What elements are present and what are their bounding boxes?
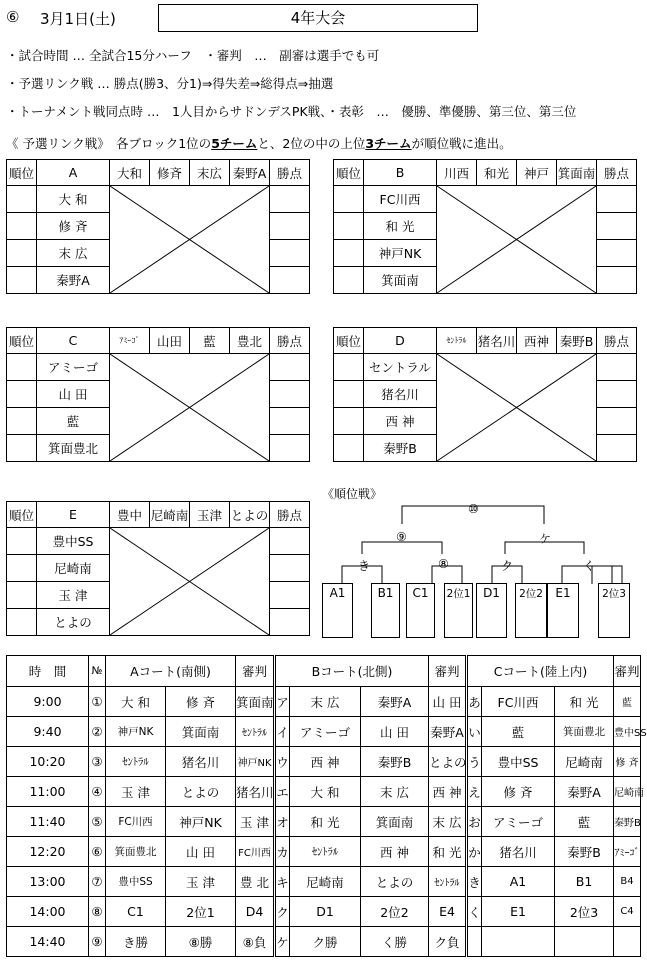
team-name: FC川西 [364,186,437,213]
court-b-match-key: カ [275,837,290,867]
rank-cell [7,213,37,240]
opponent-header: ｾﾝﾄﾗﾙ [437,328,477,354]
court-a-team1: 神戸NK [106,717,166,747]
team-name: 豊中SS [37,528,110,555]
opponent-header: とよの [230,502,270,528]
rule-bold-1: 5チーム [211,136,258,151]
court-c-referee: ｱﾐｰｺﾞ [614,837,641,867]
rank-cell [7,354,37,381]
rank-cell [7,582,37,609]
bracket-slot: 2位3 [598,583,630,638]
rank-cell [7,555,37,582]
points-cell [597,186,637,213]
court-c-team2: 秦野B [555,837,614,867]
court-c-team2: 秦野A [555,777,614,807]
points-cell [597,213,637,240]
court-a-referee: FC川西 [236,837,275,867]
points-header: 勝点 [597,160,637,186]
court-b-referee: とよの [429,747,467,777]
bracket-slot: E1 [547,583,579,638]
points-cell [597,240,637,267]
points-cell [597,267,637,294]
match-time: 14:40 [7,927,89,957]
court-a-referee: ｾﾝﾄﾗﾙ [236,717,275,747]
court-c-team2: 藍 [555,807,614,837]
court-a-header: Aコート(南側) [106,656,236,687]
rank-cell [7,240,37,267]
court-c-team2: 箕面豊北 [555,717,614,747]
info-line-2: ・予選リンク戦 … 勝点(勝3、分1)⇒得失差⇒総得点⇒抽選 [6,76,334,91]
court-b-referee: ク負 [429,927,467,957]
court-b-referee: ｾﾝﾄﾗﾙ [429,867,467,897]
group-b-table [333,159,637,294]
points-cell [270,555,310,582]
court-a-team1: 大 和 [106,687,166,717]
match-grid [437,186,597,294]
court-b-team1: 大 和 [290,777,361,807]
team-name: 箕面豊北 [37,435,110,462]
rank-cell [7,381,37,408]
rule-mid: と、2位の中の上位 [257,136,366,151]
court-a-referee: 箕面南 [236,687,275,717]
match-number: ⑤ [89,807,106,837]
bracket-node-ke: ケ [539,532,552,546]
rank-cell [7,609,37,636]
opponent-header: 山田 [150,328,190,354]
court-c-team2: 2位3 [555,897,614,927]
match-time: 9:00 [7,687,89,717]
court-a-team2: 2位1 [166,897,236,927]
points-cell [597,408,637,435]
match-number: ⑥ [89,837,106,867]
court-a-team1: ｾﾝﾄﾗﾙ [106,747,166,777]
court-b-team2: 山 田 [361,717,429,747]
court-a-team2: 猪名川 [166,747,236,777]
court-b-team2: 箕面南 [361,807,429,837]
court-b-team2: 2位2 [361,897,429,927]
court-c-referee: 豊中SS [614,717,641,747]
group-name: E [37,502,110,528]
team-name: 箕面南 [364,267,437,294]
court-c-match-key: き [467,867,482,897]
match-time: 11:40 [7,807,89,837]
rank-header: 順位 [7,160,37,186]
schedule-row [7,747,641,777]
court-c-referee: 秦野B [614,807,641,837]
court-b-team2: 西 神 [361,837,429,867]
court-c-team1: 藍 [482,717,555,747]
match-number: ① [89,687,106,717]
court-a-team2: 箕面南 [166,717,236,747]
court-b-team1: ｾﾝﾄﾗﾙ [290,837,361,867]
court-c-match-key: く [467,897,482,927]
group-name: D [364,328,437,354]
court-a-referee: 猪名川 [236,777,275,807]
court-b-referee: 秦野A [429,717,467,747]
match-time: 12:20 [7,837,89,867]
court-c-team2: 尼崎南 [555,747,614,777]
court-b-team1: D1 [290,897,361,927]
group-row [7,186,310,213]
group-row [7,528,310,555]
team-name: セントラル [364,354,437,381]
court-c-team1: 修 斉 [482,777,555,807]
court-c-match-key: う [467,747,482,777]
bracket-slot: 2位1 [444,583,473,638]
court-a-team2: 修 斉 [166,687,236,717]
match-grid [110,528,270,636]
rule-prefix: 《 予選リンク戦》 各ブロック1位の [6,136,212,151]
rule-suffix: が順位戦に進出。 [411,136,512,151]
court-c-team2 [555,927,614,957]
team-name: アミーゴ [37,354,110,381]
points-cell [270,213,310,240]
rank-cell [334,408,364,435]
court-b-referee: 末 広 [429,807,467,837]
bracket-node-9: ⑨ [396,530,407,544]
page-title: 4年大会 [158,4,478,32]
points-cell [270,582,310,609]
group-row [7,354,310,381]
court-a-referee: ⑧負 [236,927,275,957]
court-b-team2: 秦野A [361,687,429,717]
opponent-header: 川西 [437,160,477,186]
points-cell [270,381,310,408]
court-b-team2: く勝 [361,927,429,957]
court-a-team1: FC川西 [106,807,166,837]
rank-cell [7,528,37,555]
court-b-team1: アミーゴ [290,717,361,747]
court-b-team1: 和 光 [290,807,361,837]
opponent-header: 秦野B [557,328,597,354]
schedule-row [7,837,641,867]
court-b-referee: 山 田 [429,687,467,717]
court-a-referee: D4 [236,897,275,927]
court-a-team2: 神戸NK [166,807,236,837]
bracket-node-ku: ク [501,559,514,573]
court-b-match-key: イ [275,717,290,747]
court-c-team1 [482,927,555,957]
info-line-3: ・トーナメント戦同点時 … 1人目からサドンデスPK戦、・表彰 … 優勝、準優勝、第三位、第三位 [6,104,577,119]
group-row [334,186,637,213]
court-b-header: Bコート(北側) [275,656,429,687]
court-a-referee: 神戸NK [236,747,275,777]
court-c-team1: アミーゴ [482,807,555,837]
points-cell [270,186,310,213]
court-c-team1: FC川西 [482,687,555,717]
group-row [334,354,637,381]
team-name: 和 光 [364,213,437,240]
rank-cell [7,267,37,294]
bracket-node-ki: き [358,559,371,573]
points-header: 勝点 [597,328,637,354]
match-number: ④ [89,777,106,807]
opponent-header: 和光 [477,160,517,186]
opponent-header: ｱﾐｰｺﾞ [110,328,150,354]
match-number: ③ [89,747,106,777]
group-c-table [6,327,310,462]
rank-cell [7,435,37,462]
court-c-match-key: か [467,837,482,867]
schedule-row [7,687,641,717]
bracket-node-ku2: く [583,559,596,573]
court-c-match-key [467,927,482,957]
court-a-referee: 玉 津 [236,807,275,837]
court-b-match-key: ク [275,897,290,927]
rank-cell [334,381,364,408]
team-name: 大 和 [37,186,110,213]
points-cell [270,267,310,294]
opponent-header: 西神 [517,328,557,354]
schedule-row [7,897,641,927]
match-grid [110,186,270,294]
match-number: ⑧ [89,897,106,927]
match-number: ② [89,717,106,747]
bracket-slot: A1 [322,583,353,638]
rank-cell [334,435,364,462]
points-cell [270,435,310,462]
team-name: 玉 津 [37,582,110,609]
team-name: 山 田 [37,381,110,408]
group-e-table [6,501,310,636]
rank-cell [334,213,364,240]
team-name: 西 神 [364,408,437,435]
ref-b-header: 審判 [429,656,467,687]
rank-cell [334,267,364,294]
points-header: 勝点 [270,502,310,528]
team-name: とよの [37,609,110,636]
court-b-match-key: オ [275,807,290,837]
court-c-team1: A1 [482,867,555,897]
opponent-header: 豊中 [110,502,150,528]
opponent-header: 箕面南 [557,160,597,186]
court-c-match-key: え [467,777,482,807]
court-a-team1: 玉 津 [106,777,166,807]
team-name: 修 斉 [37,213,110,240]
court-b-referee: E4 [429,897,467,927]
court-a-referee: 豊 北 [236,867,275,897]
schedule-row [7,717,641,747]
court-c-team2: B1 [555,867,614,897]
opponent-header: 神戸 [517,160,557,186]
ref-a-header: 審判 [236,656,275,687]
match-time: 14:00 [7,897,89,927]
match-number: ⑦ [89,867,106,897]
event-date: 3月1日(土) [40,10,116,28]
bracket-slot: B1 [371,583,400,638]
match-time: 9:40 [7,717,89,747]
court-c-team1: E1 [482,897,555,927]
bracket-node-8: ⑧ [438,557,449,571]
schedule-row [7,777,641,807]
event-number: ⑥ [6,8,20,26]
opponent-header: 玉津 [190,502,230,528]
court-c-team2: 和 光 [555,687,614,717]
court-a-team2: 玉 津 [166,867,236,897]
bracket-title: 《順位戦》 [322,487,383,501]
rank-cell [334,354,364,381]
team-name: 藍 [37,408,110,435]
match-grid [110,354,270,462]
schedule-row [7,927,641,957]
team-name: 末 広 [37,240,110,267]
match-number: ⑨ [89,927,106,957]
schedule-row [7,867,641,897]
rank-header: 順位 [334,160,364,186]
court-c-referee: C4 [614,897,641,927]
rank-header: 順位 [334,328,364,354]
court-a-team2: とよの [166,777,236,807]
bracket-final: ⑩ [468,502,479,516]
opponent-header: 豊北 [230,328,270,354]
info-line-1: ・試合時間 … 全試合15分ハーフ ・審判 … 副審は選手でも可 [6,48,380,63]
court-a-team1: 箕面豊北 [106,837,166,867]
team-name: 神戸NK [364,240,437,267]
ref-c-header: 審判 [614,656,641,687]
court-b-referee: 和 光 [429,837,467,867]
court-b-team1: 尼崎南 [290,867,361,897]
court-c-referee [614,927,641,957]
schedule-header-row [7,656,641,687]
opponent-header: 末広 [190,160,230,186]
rank-cell [7,408,37,435]
team-name: 秦野B [364,435,437,462]
court-c-team1: 豊中SS [482,747,555,777]
court-b-team1: ク勝 [290,927,361,957]
court-a-team1: き勝 [106,927,166,957]
court-a-team1: C1 [106,897,166,927]
rule-bold-2: 3チーム [365,136,412,151]
time-header: 時 間 [7,656,89,687]
bracket-slot: D1 [476,583,507,638]
court-b-match-key: ケ [275,927,290,957]
points-cell [270,354,310,381]
court-c-header: Cコート(陸上内) [467,656,614,687]
match-time: 13:00 [7,867,89,897]
opponent-header: 藍 [190,328,230,354]
bracket-slot: C1 [406,583,435,638]
team-name: 尼崎南 [37,555,110,582]
match-time: 11:00 [7,777,89,807]
points-cell [270,528,310,555]
opponent-header: 修斉 [150,160,190,186]
court-b-team2: とよの [361,867,429,897]
court-b-match-key: エ [275,777,290,807]
court-b-team2: 秦野B [361,747,429,777]
court-c-match-key: い [467,717,482,747]
rank-header: 順位 [7,328,37,354]
court-b-match-key: ア [275,687,290,717]
no-header: № [89,656,106,687]
court-b-match-key: ウ [275,747,290,777]
team-name: 秦野A [37,267,110,294]
points-cell [270,240,310,267]
schedule-row [7,807,641,837]
opponent-header: 大和 [110,160,150,186]
rank-cell [334,186,364,213]
court-b-match-key: キ [275,867,290,897]
group-d-table [333,327,637,462]
points-cell [597,381,637,408]
match-grid [437,354,597,462]
court-b-team2: 末 広 [361,777,429,807]
court-a-team1: 豊中SS [106,867,166,897]
points-header: 勝点 [270,328,310,354]
court-a-team2: 山 田 [166,837,236,867]
rank-cell [334,240,364,267]
court-c-match-key: あ [467,687,482,717]
schedule-table [6,655,647,957]
opponent-header: 猪名川 [477,328,517,354]
court-c-match-key: お [467,807,482,837]
court-c-referee: 尼崎南 [614,777,641,807]
team-name: 猪名川 [364,381,437,408]
court-c-team1: 猪名川 [482,837,555,867]
court-b-team1: 西 神 [290,747,361,777]
points-cell [270,609,310,636]
group-a-table [6,159,310,294]
opponent-header: 秦野A [230,160,270,186]
court-b-referee: 西 神 [429,777,467,807]
court-c-referee: B4 [614,867,641,897]
group-name: C [37,328,110,354]
opponent-header: 尼崎南 [150,502,190,528]
points-cell [597,435,637,462]
bracket-slot: 2位2 [515,583,547,638]
group-name: A [37,160,110,186]
rank-header: 順位 [7,502,37,528]
court-c-referee: 藍 [614,687,641,717]
points-header: 勝点 [270,160,310,186]
league-rule [6,134,512,152]
court-b-team1: 末 広 [290,687,361,717]
match-time: 10:20 [7,747,89,777]
court-c-referee: 修 斉 [614,747,641,777]
group-name: B [364,160,437,186]
points-cell [270,408,310,435]
points-cell [597,354,637,381]
court-a-team2: ⑧勝 [166,927,236,957]
rank-cell [7,186,37,213]
